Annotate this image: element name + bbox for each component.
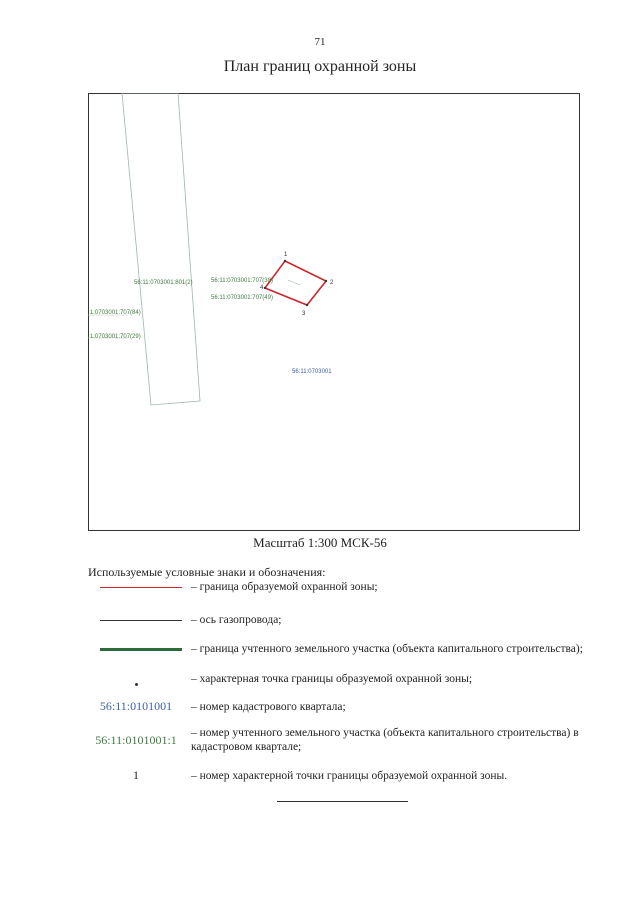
map-drawing [88,93,580,531]
legend-symbol-green-line [100,648,182,651]
page-number: 71 [314,36,326,48]
point-label-4: 4 [260,285,264,291]
point-label-1: 1 [284,252,288,258]
legend-heading: Используемые условные знаки и обозначения: [88,565,326,579]
gas-pipe-axis [288,280,300,285]
map-scale: Масштаб 1:300 МСК-56 [253,535,387,550]
legend-text: – ось газопровода; [191,614,282,626]
parcel-label-707-38: 56:11:0703001:707(38) [211,278,273,284]
map-frame [88,93,580,531]
zone-point-1 [284,260,286,262]
parcel-label-801-2: 56:11:0703001:801(2) [134,280,193,286]
legend-text: – номер кадастрового квартала; [191,701,346,713]
legend-text: – номер учтенного земельного участка (объекта капитального строительства) в кадастровом квартале; [191,727,579,753]
legend-symbol-black-line [100,620,182,621]
legend-symbol-dot [135,683,138,686]
parcel-label-707-49: 56:11:0703001:707(49) [211,295,273,301]
parcel-label-707-29: 1:0703001:707(29) [90,334,141,340]
legend-symbol-point-number: 1 [133,768,139,782]
quarter-label: 56:11:0703001 [292,369,332,375]
footer-rule [277,801,408,802]
point-label-3: 3 [302,311,306,317]
legend-text: – граница образуемой охранной зоны; [191,581,378,593]
point-label-2: 2 [330,280,334,286]
legend-text: – характерная точка границы образуемой охранной зоны; [191,673,473,685]
page-title: План границ охранной зоны [223,58,417,75]
parcel-strip-801 [122,93,200,405]
parcel-label-707-84: 1:0703001:707(84) [90,310,141,316]
zone-point-3 [306,304,308,306]
zone-point-4 [264,287,266,289]
legend-symbol-parcel-code: 56:11:0101001:1 [95,733,177,747]
legend-text: – граница учтенного земельного участка (объекта капитального строительства); [191,643,583,655]
legend-symbol-red-line [100,587,182,588]
legend-text: – номер характерной точки границы образуемой охранной зоны. [191,770,508,782]
zone-point-2 [325,280,327,282]
map-border [89,94,580,531]
legend-symbol-quarter-code: 56:11:0101001 [99,699,173,713]
